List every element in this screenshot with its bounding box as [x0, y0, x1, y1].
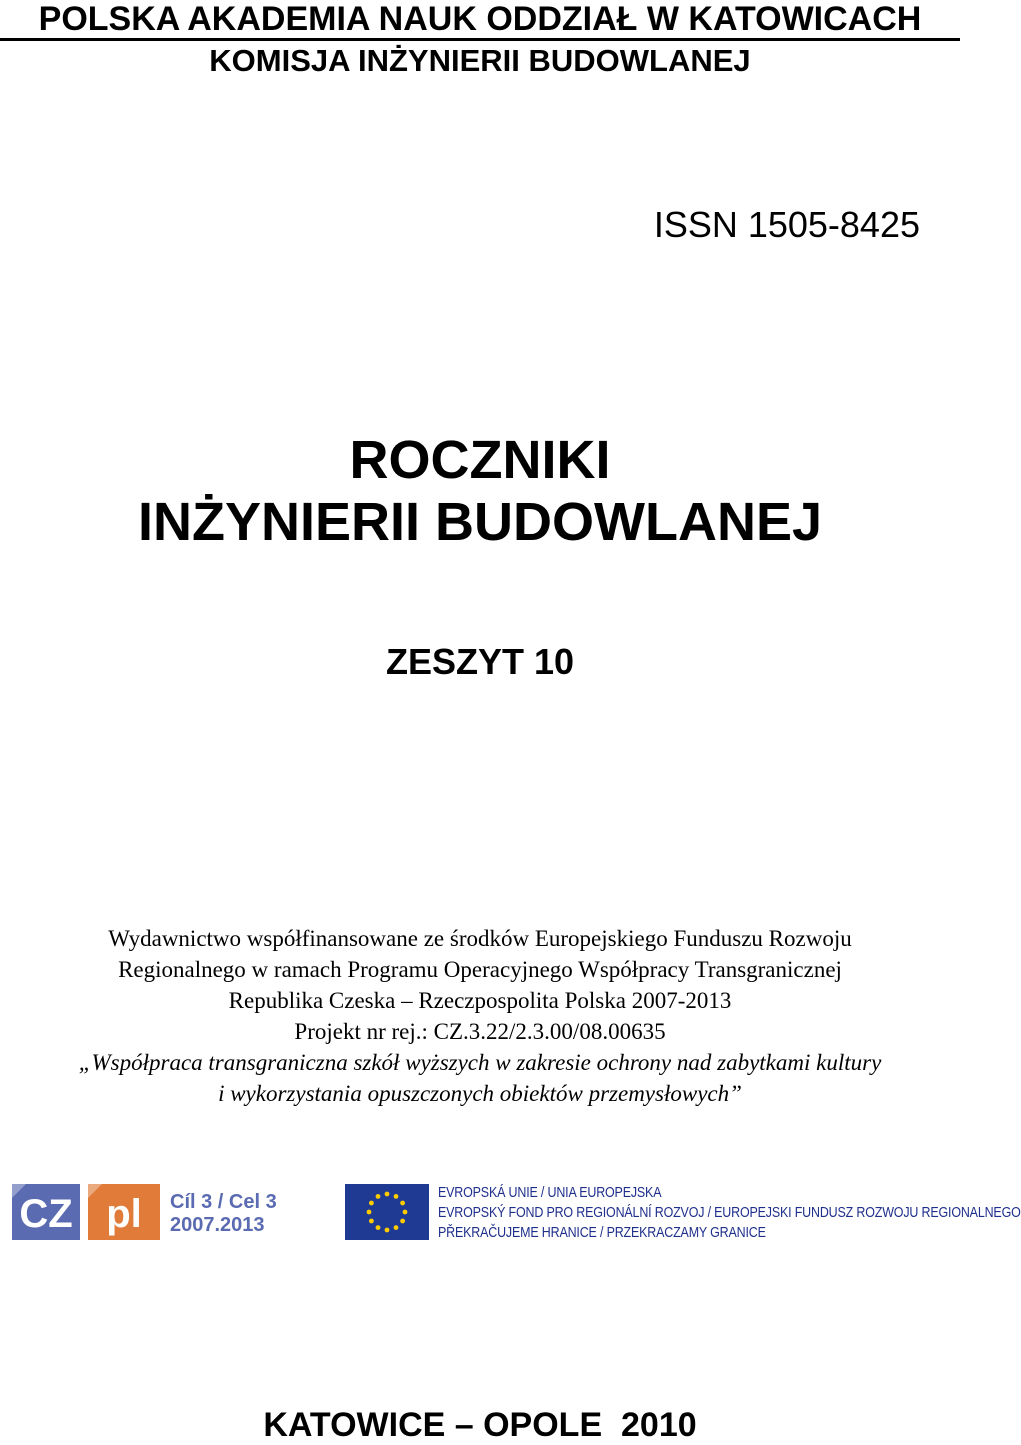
funding-info	[0, 923, 960, 1109]
funding-line: Republika Czeska – Rzeczpospolita Polska 2007-2013	[228, 988, 732, 1013]
commission-name: KOMISJA INŻYNIERII BUDOWLANEJ	[209, 43, 751, 78]
funding-line: Wydawnictwo współfinansowane ze środków Europejskiego Funduszu Rozwoju	[108, 926, 852, 951]
publication-place-year: KATOWICE – OPOLE 2010	[263, 1406, 697, 1444]
target-years: 2007.2013	[170, 1214, 265, 1236]
project-title-line1: „Współpraca transgraniczna szkół wyższych w zakresie ochrony nad zabytkami kultury	[78, 1050, 882, 1075]
eu-flag-icon	[345, 1184, 429, 1240]
header-block	[0, 0, 960, 41]
cz-label: CZ	[19, 1192, 73, 1236]
journal-title-line2: INŻYNIERII BUDOWLANEJ	[137, 492, 823, 552]
issn-number: ISSN 1505-8425	[653, 204, 920, 245]
funding-line: Regionalnego w ramach Programu Operacyjnego Współpracy Transgranicznej	[118, 957, 842, 982]
academy-name: POLSKA AKADEMIA NAUK ODDZIAŁ W KATOWICACH	[38, 0, 922, 38]
eu-line2: EVROPSKÝ FOND PRO REGIONÁLNÍ ROZVOJ / EUROPEJSKI FUNDUSZ ROZWOJU REGIONALNEGO	[438, 1205, 1021, 1221]
project-title-line2: i wykorzystania opuszczonych obiektów przemysłowych”	[218, 1081, 742, 1106]
pl-label: pl	[106, 1192, 142, 1236]
cz-pl-programme-logo	[12, 1184, 277, 1240]
target-label: Cíl 3 / Cel 3	[170, 1191, 277, 1213]
eu-fund-text	[438, 1183, 1021, 1243]
journal-title-line1: ROCZNIKI	[349, 430, 611, 490]
eu-line3: PŘEKRAČUJEME HRANICE / PRZEKRACZAMY GRANICE	[438, 1225, 766, 1241]
project-number: Projekt nr rej.: CZ.3.22/2.3.00/08.00635	[294, 1019, 666, 1044]
eu-line1: EVROPSKÁ UNIE / UNIA EUROPEJSKA	[438, 1185, 662, 1201]
issue-number: ZESZYT 10	[385, 641, 575, 682]
